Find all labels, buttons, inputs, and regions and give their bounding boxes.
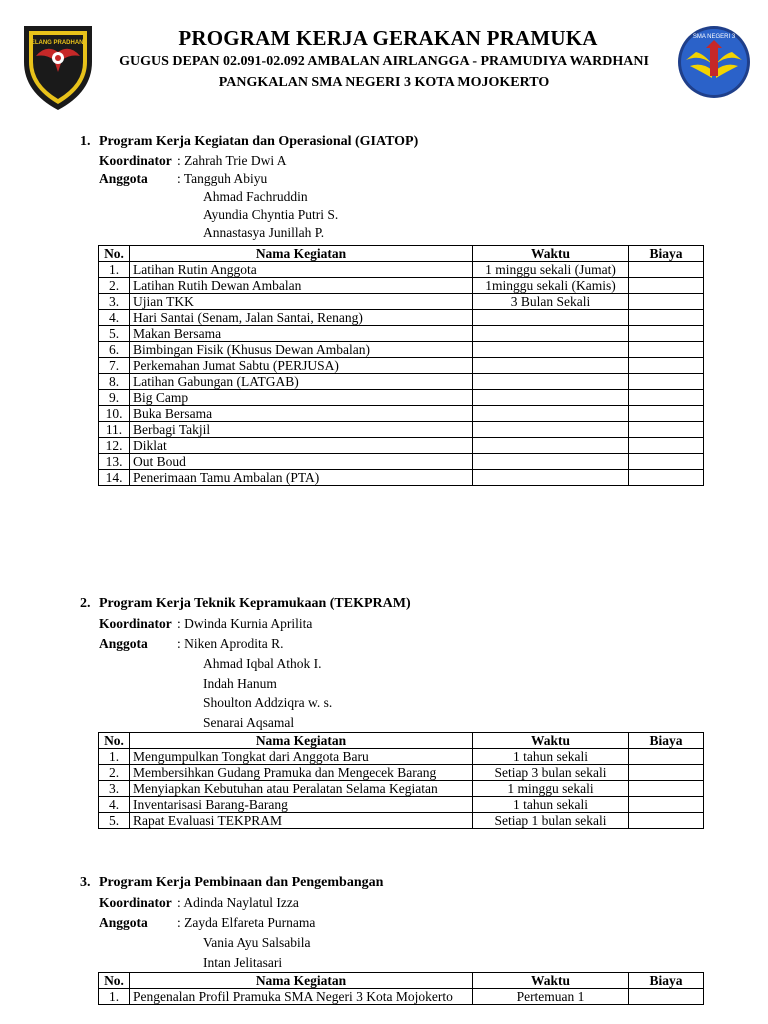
cell-nama: Buka Bersama [130, 406, 473, 422]
cell-nama: Inventarisasi Barang-Barang [130, 797, 473, 813]
cell-no: 2. [99, 765, 130, 781]
cell-nama: Latihan Rutih Dewan Ambalan [130, 278, 473, 294]
cell-biaya [629, 406, 704, 422]
table-row [99, 749, 704, 765]
cell-waktu: 1 minggu sekali [473, 781, 629, 797]
section-tekpram [80, 594, 710, 732]
cell-waktu: 1 minggu sekali (Jumat) [473, 262, 629, 278]
cell-waktu [473, 390, 629, 406]
cell-no: 5. [99, 813, 130, 829]
cell-waktu [473, 438, 629, 454]
anggota-member: Vania Ayu Salsabila [203, 935, 311, 950]
cell-nama: Bimbingan Fisik (Khusus Dewan Ambalan) [130, 342, 473, 358]
col-header-waktu: Waktu [473, 733, 629, 749]
cell-no: 1. [99, 989, 130, 1005]
cell-waktu: Setiap 3 bulan sekali [473, 765, 629, 781]
cell-waktu [473, 342, 629, 358]
cell-nama: Membersihkan Gudang Pramuka dan Mengecek Barang [130, 765, 473, 781]
table-row [99, 278, 704, 294]
anggota-member: Intan Jelitasari [203, 954, 283, 970]
col-header-nama: Nama Kegiatan [130, 973, 473, 989]
table-row [99, 797, 704, 813]
cell-no: 7. [99, 358, 130, 374]
cell-biaya [629, 749, 704, 765]
cell-waktu: Setiap 1 bulan sekali [473, 813, 629, 829]
section-pembinaan [80, 873, 710, 972]
anggota-member: Ayundia Chyntia Putri S. [203, 207, 339, 222]
cell-biaya [629, 454, 704, 470]
cell-no: 10. [99, 406, 130, 422]
anggota-line: Anggota : Tangguh Abiyu [99, 171, 268, 186]
col-header-waktu: Waktu [473, 973, 629, 989]
table-pembinaan [98, 972, 704, 1005]
anggota-line: Anggota : Zayda Elfareta Purnama [99, 915, 316, 930]
document-header [0, 0, 768, 110]
cell-nama: Mengumpulkan Tongkat dari Anggota Baru [130, 749, 473, 765]
table-header-row [99, 973, 704, 989]
cell-no: 11. [99, 422, 130, 438]
cell-waktu [473, 422, 629, 438]
cell-waktu [473, 358, 629, 374]
cell-nama: Latihan Rutin Anggota [130, 262, 473, 278]
cell-nama: Menyiapkan Kebutuhan atau Peralatan Selama Kegiatan [130, 781, 473, 797]
cell-no: 4. [99, 797, 130, 813]
cell-biaya [629, 470, 704, 486]
cell-nama: Berbagi Takjil [130, 422, 473, 438]
table-header-row [99, 246, 704, 262]
cell-no: 4. [99, 310, 130, 326]
table-row [99, 326, 704, 342]
cell-nama: Makan Bersama [130, 326, 473, 342]
table-row [99, 358, 704, 374]
cell-biaya [629, 781, 704, 797]
table-giatop [98, 245, 704, 486]
cell-biaya [629, 989, 704, 1005]
anggota-member: Senarai Aqsamal [203, 714, 295, 730]
col-header-no: No. [99, 246, 130, 262]
col-header-no: No. [99, 973, 130, 989]
cell-no: 2. [99, 278, 130, 294]
cell-no: 6. [99, 342, 130, 358]
table-row [99, 781, 704, 797]
cell-nama: Diklat [130, 438, 473, 454]
cell-no: 1. [99, 262, 130, 278]
table-row [99, 438, 704, 454]
cell-no: 8. [99, 374, 130, 390]
cell-nama: Pengenalan Profil Pramuka SMA Negeri 3 Kota Mojokerto [130, 989, 473, 1005]
table-row [99, 342, 704, 358]
table-row [99, 989, 704, 1005]
cell-biaya [629, 278, 704, 294]
koordinator-line: Koordinator : Adinda Naylatul Izza [99, 895, 299, 910]
cell-waktu: 1minggu sekali (Kamis) [473, 278, 629, 294]
cell-nama: Perkemahan Jumat Sabtu (PERJUSA) [130, 358, 473, 374]
logo-right-text: SMA NEGERI 3 [692, 34, 736, 40]
anggota-member: Indah Hanum [203, 675, 277, 691]
anggota-line: Anggota : Niken Aprodita R. [99, 636, 284, 651]
table-row [99, 294, 704, 310]
col-header-waktu: Waktu [473, 246, 629, 262]
table-row [99, 374, 704, 390]
cell-biaya [629, 422, 704, 438]
section-title: 1. Program Kerja Kegiatan dan Operasional (GIATOP) [80, 134, 419, 149]
koordinator-line: Koordinator : Zahrah Trie Dwi A [99, 153, 287, 168]
cell-waktu [473, 374, 629, 390]
koordinator-line: Koordinator : Dwinda Kurnia Aprilita [99, 616, 313, 631]
cell-nama: Big Camp [130, 390, 473, 406]
col-header-no: No. [99, 733, 130, 749]
cell-no: 3. [99, 781, 130, 797]
table-row [99, 422, 704, 438]
cell-nama: Ujian TKK [130, 294, 473, 310]
col-header-biaya: Biaya [629, 733, 704, 749]
cell-nama: Latihan Gabungan (LATGAB) [130, 374, 473, 390]
cell-waktu [473, 310, 629, 326]
col-header-biaya: Biaya [629, 246, 704, 262]
table-row [99, 813, 704, 829]
cell-biaya [629, 765, 704, 781]
cell-nama: Hari Santai (Senam, Jalan Santai, Renang) [130, 310, 473, 326]
table-row [99, 470, 704, 486]
col-header-nama: Nama Kegiatan [130, 246, 473, 262]
section-giatop [80, 132, 710, 242]
page-title: PROGRAM KERJA GERAKAN PRAMUKA [178, 26, 598, 50]
cell-waktu [473, 470, 629, 486]
cell-biaya [629, 358, 704, 374]
section-title: 3. Program Kerja Pembinaan dan Pengembangan [80, 875, 384, 890]
cell-no: 12. [99, 438, 130, 454]
table-row [99, 262, 704, 278]
cell-waktu: 1 tahun sekali [473, 797, 629, 813]
cell-no: 14. [99, 470, 130, 486]
table-tekpram [98, 732, 704, 829]
cell-no: 5. [99, 326, 130, 342]
anggota-member: Ahmad Iqbal Athok I. [203, 656, 322, 671]
section-title: 2. Program Kerja Teknik Kepramukaan (TEKPRAM) [80, 596, 411, 611]
cell-waktu [473, 326, 629, 342]
cell-biaya [629, 797, 704, 813]
cell-waktu: 3 Bulan Sekali [473, 294, 629, 310]
page-subtitle-gugus: GUGUS DEPAN 02.091-02.092 AMBALAN AIRLANGGA - PRAMUDIYA WARDHANI [119, 54, 649, 69]
cell-no: 9. [99, 390, 130, 406]
cell-biaya [629, 310, 704, 326]
cell-biaya [629, 390, 704, 406]
anggota-member: Ahmad Fachruddin [203, 189, 308, 204]
cell-biaya [629, 438, 704, 454]
cell-biaya [629, 813, 704, 829]
cell-biaya [629, 374, 704, 390]
table-row [99, 310, 704, 326]
cell-nama: Penerimaan Tamu Ambalan (PTA) [130, 470, 473, 486]
cell-biaya [629, 262, 704, 278]
page-subtitle-pangkalan: PANGKALAN SMA NEGERI 3 KOTA MOJOKERTO [218, 75, 550, 90]
logo-left-text: ELANG PRADHANI [30, 40, 86, 46]
col-header-biaya: Biaya [629, 973, 704, 989]
table-row [99, 406, 704, 422]
cell-waktu [473, 454, 629, 470]
cell-waktu: Pertemuan 1 [473, 989, 629, 1005]
cell-nama: Rapat Evaluasi TEKPRAM [130, 813, 473, 829]
cell-biaya [629, 342, 704, 358]
cell-waktu [473, 406, 629, 422]
cell-biaya [629, 294, 704, 310]
table-header-row [99, 733, 704, 749]
cell-nama: Out Boud [130, 454, 473, 470]
anggota-member: Annastasya Junillah P. [203, 225, 325, 240]
cell-biaya [629, 326, 704, 342]
col-header-nama: Nama Kegiatan [130, 733, 473, 749]
cell-no: 1. [99, 749, 130, 765]
sma-negeri-3-logo [676, 24, 752, 100]
table-row [99, 390, 704, 406]
anggota-member: Shoulton Addziqra w. s. [203, 695, 333, 710]
cell-no: 3. [99, 294, 130, 310]
cell-waktu: 1 tahun sekali [473, 749, 629, 765]
cell-no: 13. [99, 454, 130, 470]
table-row [99, 454, 704, 470]
table-row [99, 765, 704, 781]
